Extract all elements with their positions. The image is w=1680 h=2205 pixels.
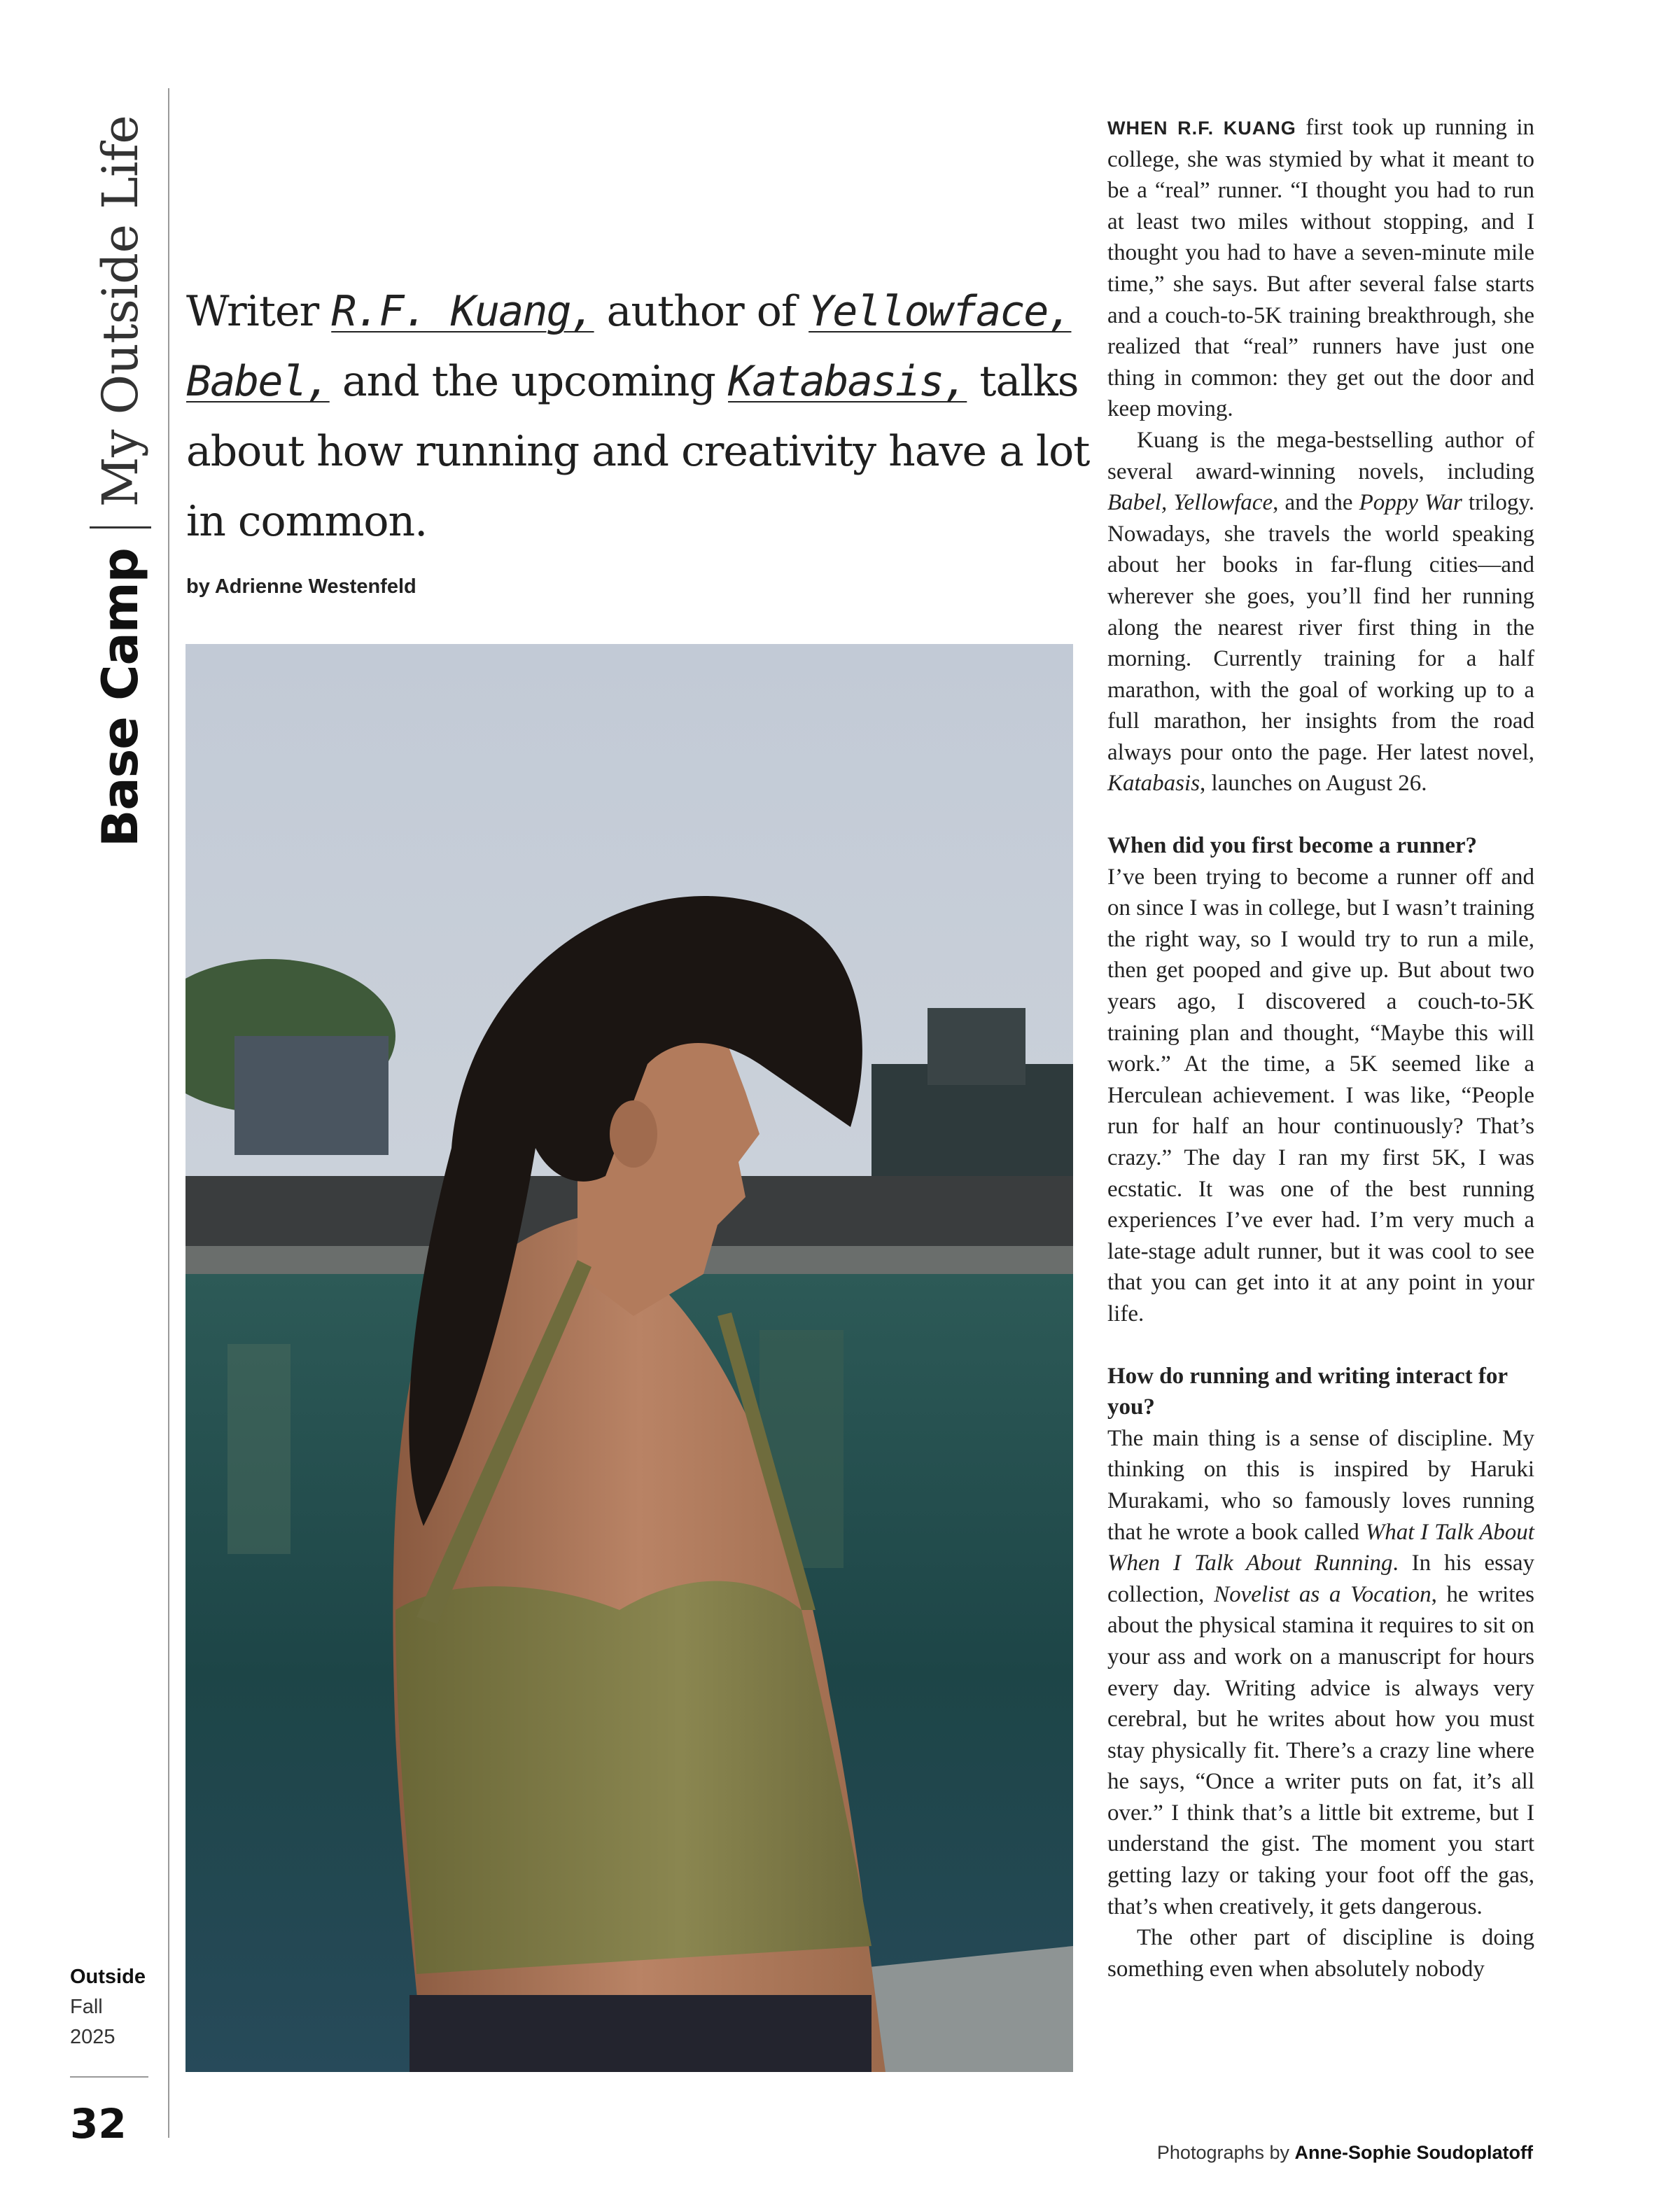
issue-info: [70, 1966, 146, 2049]
issue-rule: [70, 2076, 148, 2078]
article-dek: [186, 276, 1096, 556]
section-separator: [90, 526, 151, 528]
question-heading: When did you first become a runner?: [1107, 833, 1477, 859]
paragraph-text: Kuang is the mega-bestselling author of several award-winning novels, including: [1107, 427, 1534, 484]
page-number: 32: [70, 2100, 127, 2148]
dek-text: talks about how running and creativity have a lot in common.: [186, 357, 1090, 546]
dek-text: Writer: [186, 287, 332, 336]
body-paragraph: The other part of discipline is doing something even when absolutely nobody: [1107, 1925, 1534, 1982]
book-title: Novelist as a Vocation: [1214, 1581, 1432, 1607]
dek-book-title: Babel,: [186, 357, 330, 406]
paragraph-text: , he writes about the physical stamina it requires to sit on your ass and work on a manuscript for hours every day. Writing advice is always very cerebral, but he writes about how you must stay physically fit. There’s a crazy line where he says, “Once a writer puts on fat, it’s all over.” I think that’s a little bit extreme, but I understand the gist. The moment you start getting lazy or taking your foot off the gas, that’s when creatively, it gets dangerous.: [1107, 1581, 1535, 1919]
magazine-name: Outside: [70, 1966, 146, 1988]
dek-book-title: Yellowface,: [808, 287, 1072, 336]
book-title: Poppy War: [1359, 490, 1462, 516]
issue-season: Fall: [70, 1996, 103, 2018]
paragraph-text: trilogy. Nowadays, she travels the world speaking about her books in far-flung cities—and wherever she goes, you’ll find her running along the nearest river first thing in the morning. Currently training for a half marathon, with the goal of working up to a full marathon, her insights from the road always pour onto the page. Her latest novel,: [1107, 490, 1535, 765]
book-title: Katabasis: [1107, 771, 1200, 797]
section-header: [90, 115, 151, 847]
lead-in: WHEN R.F. KUANG: [1107, 118, 1296, 139]
paragraph-text: . In his essay collection,: [1107, 1550, 1534, 1607]
portrait-illustration: [186, 644, 1073, 2072]
portrait-photo: [186, 644, 1073, 2072]
dek-author-name: R.F. Kuang,: [331, 287, 594, 336]
question-heading: How do running and writing interact for you?: [1107, 1363, 1508, 1420]
byline: by Adrienne Westenfeld: [186, 575, 416, 598]
photo-credit: [1157, 2142, 1533, 2164]
dek-text: and the upcoming: [329, 357, 729, 406]
issue-year: 2025: [70, 2026, 115, 2048]
section-name: Base Camp: [92, 548, 149, 847]
answer-paragraph: I’ve been trying to become a runner off and on since I was in college, but I wasn’t training the right way, so I would try to run a mile, then get pooped and give up. But about two years ago, I discovered a couch-to-5K training plan and thought, “Maybe this will work.” At the time, a 5K seemed like a Herculean achievement. I was like, “People run for half an hour continuously? That’s crazy.” The day I ran my first 5K, I was ecstatic. It was one of the best running experiences I’ve ever had. I’m very much a late-stage adult runner, but it was cool to see that you can get into it at any point in your life.: [1107, 864, 1534, 1326]
paragraph-text: , launches on August 26.: [1200, 771, 1427, 797]
column-name: My Outside Life: [92, 115, 149, 507]
body-paragraph: [1107, 425, 1534, 799]
dek-book-title: Katabasis,: [728, 357, 967, 406]
intro-paragraph: [1107, 112, 1534, 425]
book-title: Babel, Yellowface: [1107, 490, 1273, 516]
paragraph-text: first took up running in college, she was stymied by what it meant to be a “real” runner. “I thought you had to run at least two miles without stopping, and I thought you had to have a seven-minute mile time,” she says. But after several false starts and a couch-to-5K training breakthrough, she realized that “real” runners have just one thing in common: they get out the door and keep moving.: [1107, 115, 1534, 422]
rail-divider: [168, 88, 169, 2138]
paragraph-text: , and the: [1273, 490, 1359, 516]
paragraph-text: The main thing is a sense of discipline. My thinking on this is inspired by Haruki Murakami, who so famously loves running that he wrote a book called: [1107, 1425, 1534, 1545]
article-body: [1107, 112, 1534, 1984]
photo-credit-prefix: Photographs by: [1156, 2142, 1295, 2163]
answer-paragraph: [1107, 1423, 1534, 1923]
book-title: What I Talk About When I Talk About Running: [1107, 1519, 1534, 1576]
photographer-name: Anne-Sophie Soudoplatoff: [1294, 2142, 1533, 2163]
dek-text: author of: [594, 287, 809, 336]
